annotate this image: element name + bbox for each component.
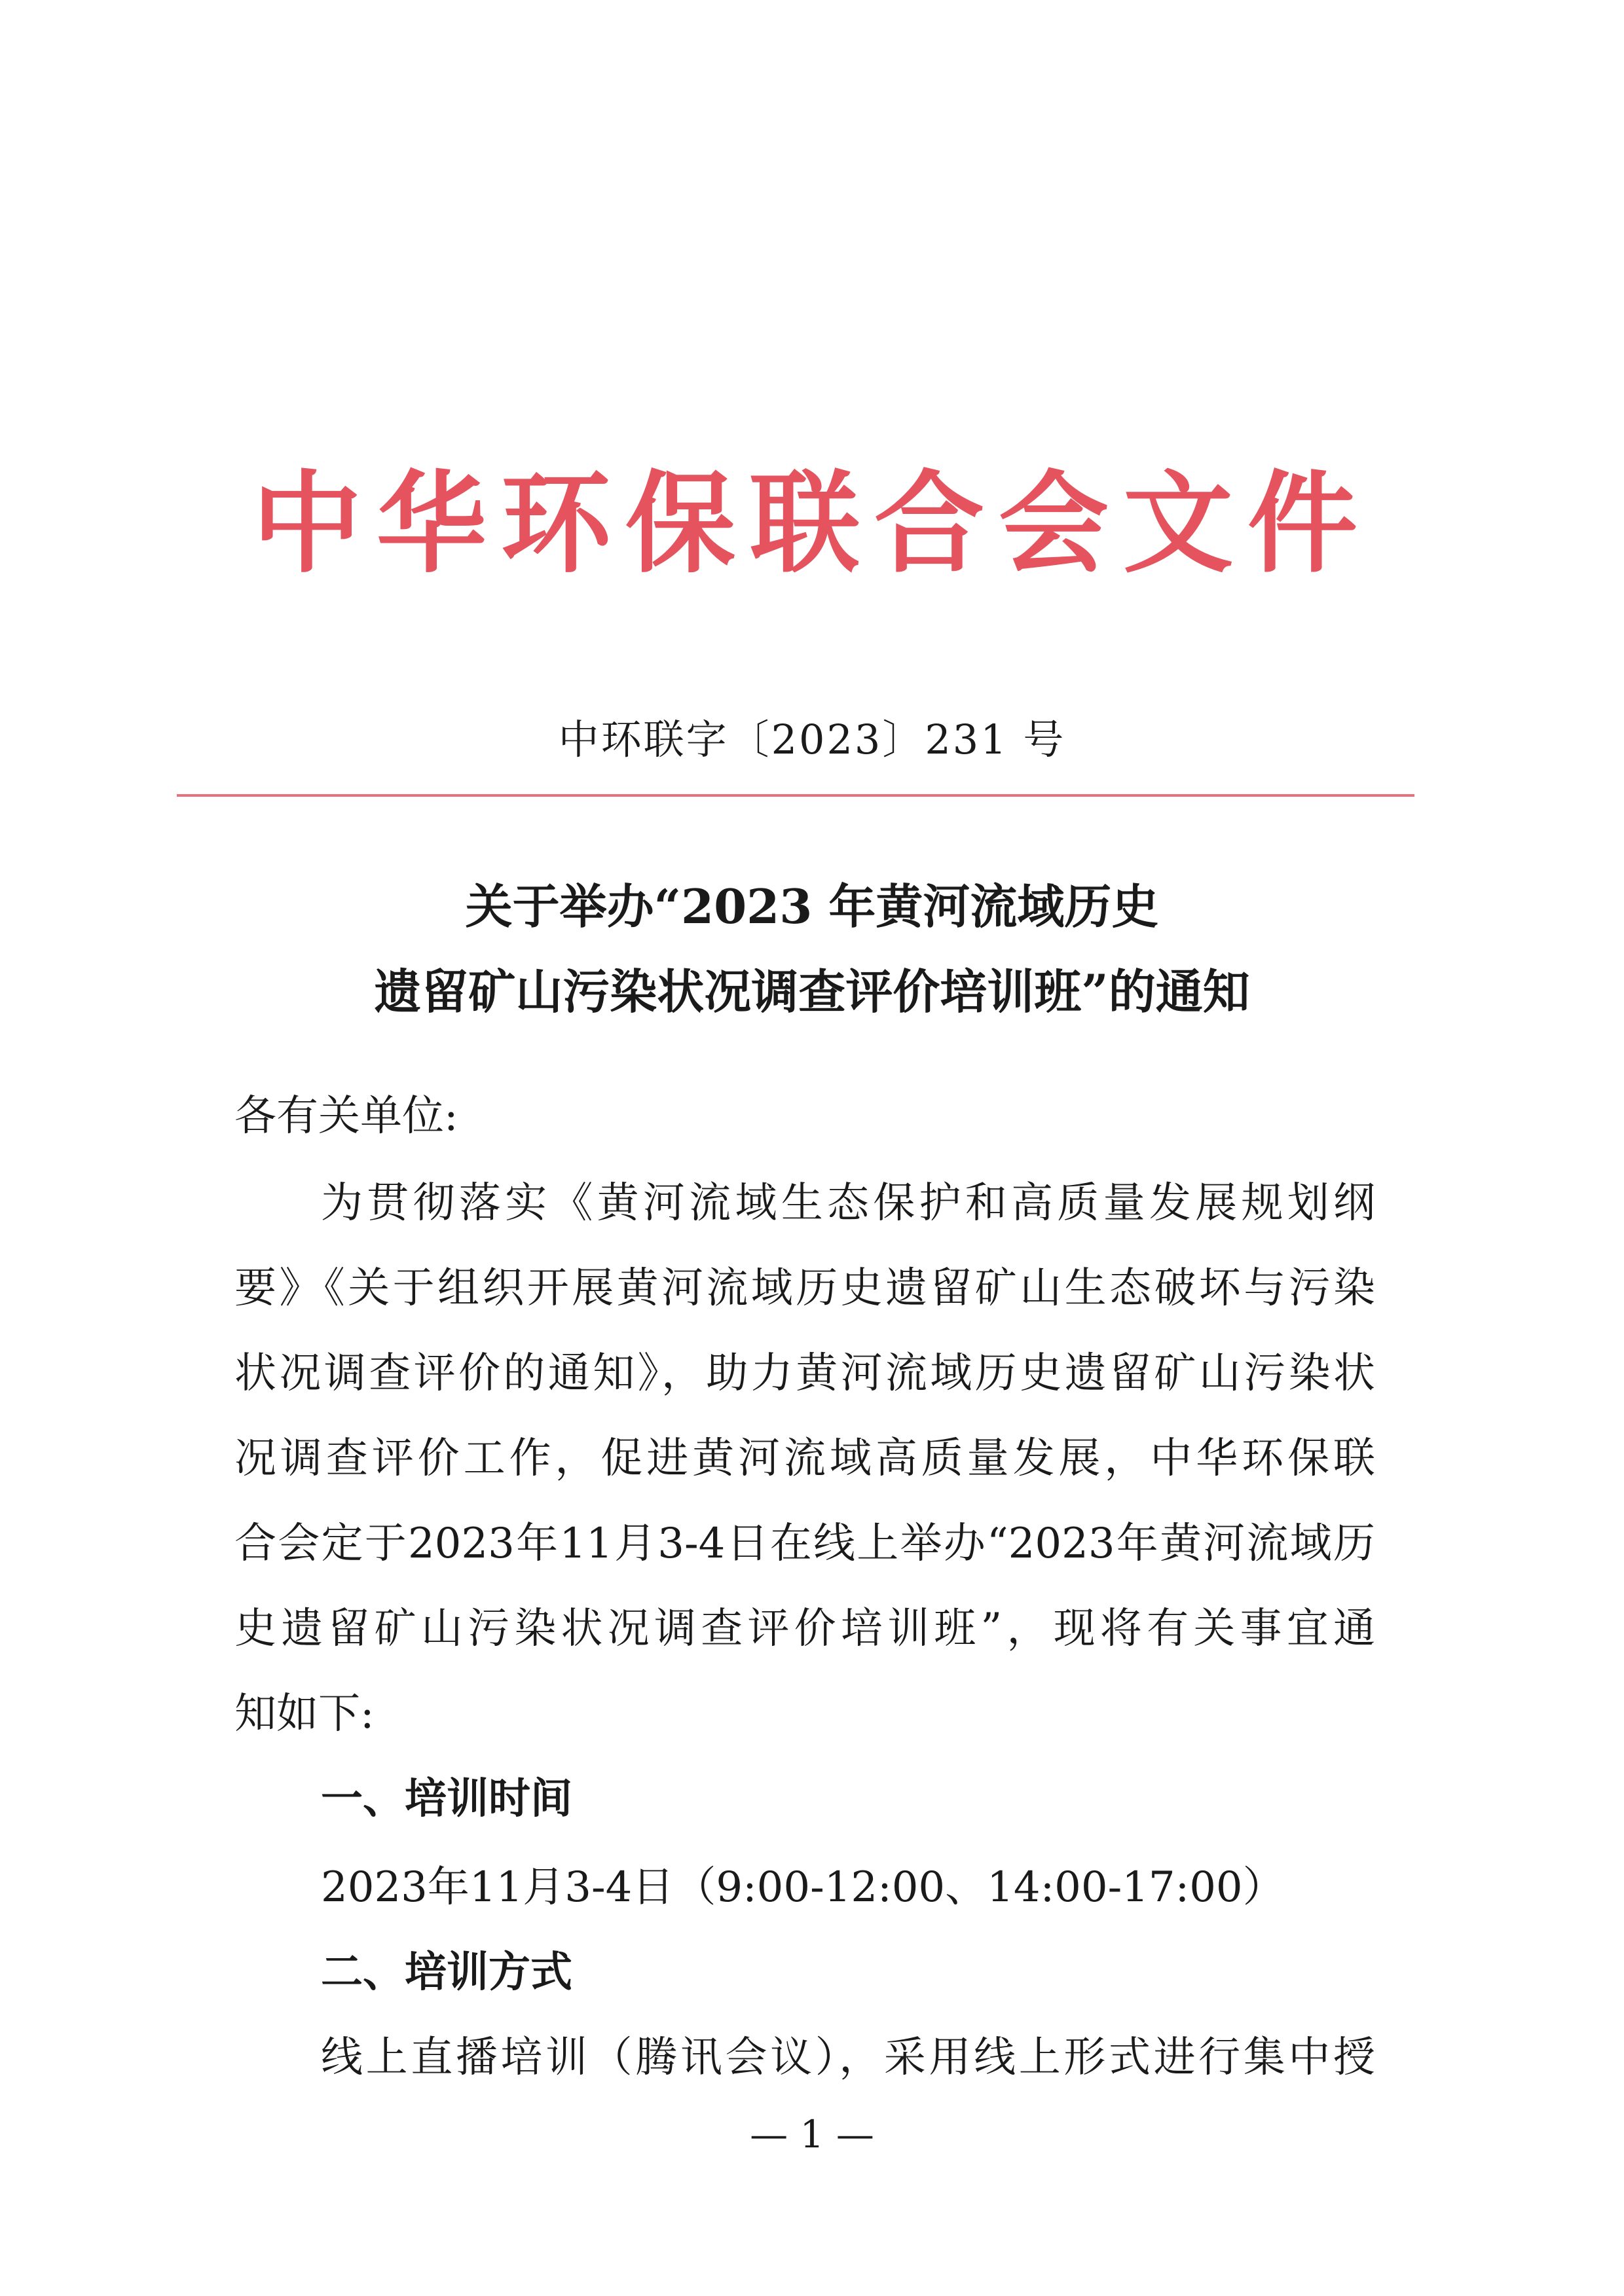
training-time-text: 2023年11月3-4日（9:00-12:00、14:00-17:00） (321, 1863, 1285, 1912)
page-number: — 1 — (750, 2112, 874, 2157)
salutation: 各有关单位: (234, 1092, 458, 1140)
document-number: 中环联字〔2023〕231 号 (558, 716, 1066, 763)
notice-title-line-1: 关于举办“2023 年黄河流域历史 (465, 879, 1159, 934)
body-line: 史遗留矿山污染状况调查评价培训班”，现将有关事宜通 (234, 1605, 1375, 1653)
section-heading-training-method: 二、培训方式 (321, 1948, 572, 1997)
body-line: 合会定于2023年11月3-4日在线上举办“2023年黄河流域历 (234, 1520, 1375, 1568)
letterhead-title: 中华环保联合会文件 (252, 460, 1372, 588)
body-line: 况调查评价工作，促进黄河流域高质量发展，中华环保联 (234, 1434, 1375, 1483)
body-line: 知如下: (234, 1690, 375, 1738)
body-line: 要》《关于组织开展黄河流域历史遗留矿山生态破坏与污染 (234, 1264, 1375, 1313)
body-line: 为贯彻落实《黄河流域生态保护和高质量发展规划纲 (321, 1179, 1375, 1228)
red-divider-line (177, 794, 1414, 797)
section-heading-training-time: 一、培训时间 (321, 1775, 572, 1823)
body-line: 状况调查评价的通知》，助力黄河流域历史遗留矿山污染状 (234, 1349, 1375, 1398)
training-method-text: 线上直播培训（腾讯会议），采用线上形式进行集中授 (321, 2033, 1375, 2082)
notice-title-line-2: 遗留矿山污染状况调查评价培训班”的通知 (374, 964, 1250, 1019)
